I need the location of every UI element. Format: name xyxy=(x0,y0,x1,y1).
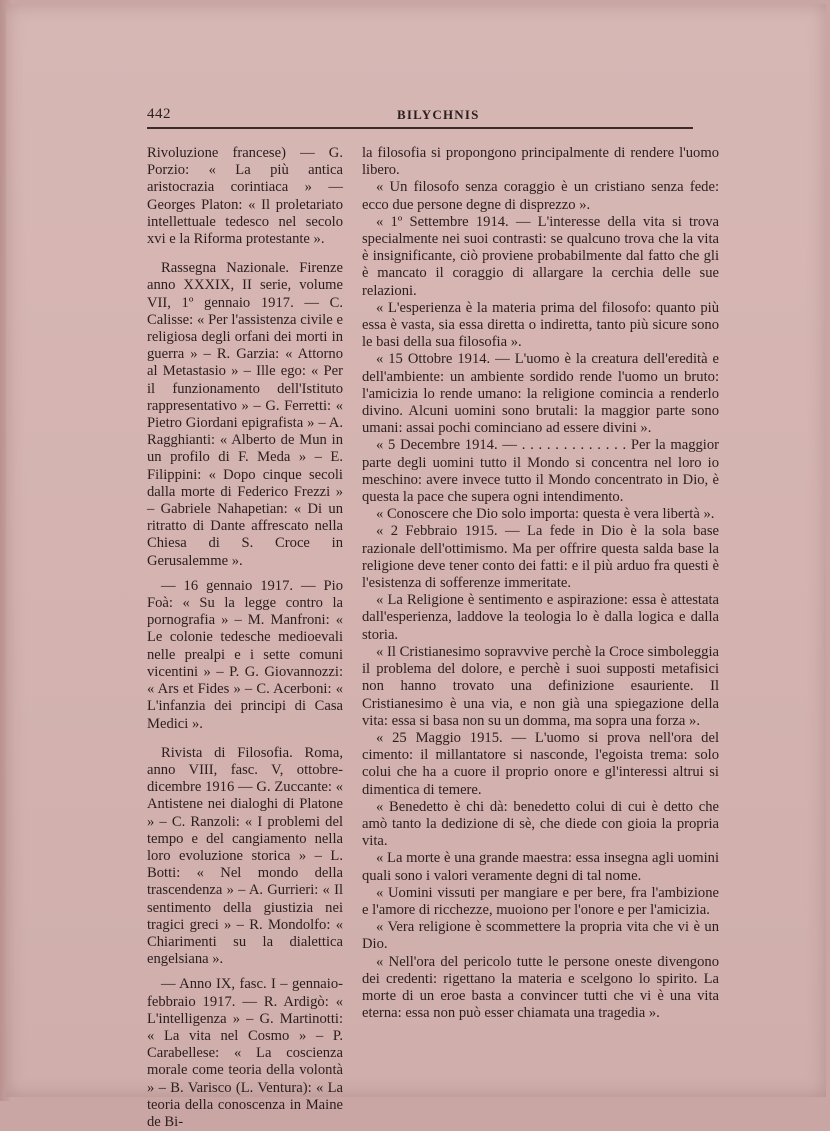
left-column xyxy=(147,145,343,1131)
right-paragraph: « Benedetto è chi dà: benedetto colui di cui è detto che amò tanto la dedizione di sè, che diede con gioia la propria vita. xyxy=(362,798,719,850)
right-paragraph: la filosofia si propongono principalmente di rendere l'uomo libero. xyxy=(362,145,719,179)
right-paragraph: « 15 Ottobre 1914. — L'uomo è la creatura dell'eredità e dell'ambiente: un ambiente sordido rende l'uomo un bruto: l'amicizia lo rende umano: la religione comincia a renderlo divino. Alcuni uomini sono brutali: la maggior parte sono umani: assai pochi cominciano ad essere divini ». xyxy=(362,351,719,437)
right-paragraph: « La morte è una grande maestra: essa insegna agli uomini quali sono i valori veramente degni di tal nome. xyxy=(362,850,719,884)
right-paragraph: « L'esperienza è la materia prima del filosofo: quanto più essa è vasta, sia essa diretta o indiretta, tanto più sicure sono le basi della sua filosofia ». xyxy=(362,299,719,351)
page-number: 442 xyxy=(147,106,171,122)
left-paragraph: Rivista di Filosofia. Roma, anno VIII, fasc. V, ottobre-dicembre 1916 — G. Zuccante: « Antistene nei dialoghi di Platone » – C. Ranzoli: « I problemi del tempo e del cangiamento nella loro evoluzione storica » – L. Botti: « Nel mondo della trascendenza » – A. Gurrieri: « Il sentimento della giustizia nei tragici greci » – R. Mondolfo: « Chiarimenti su la dialettica engelsiana ». xyxy=(147,744,343,968)
left-paragraph: Rivoluzione francese) — G. Porzio: « La più antica aristocrazia corintiaca » — Georges Platon: « Il proletariato intellettuale tedesco nel secolo xvi e la Riforma protestante ». xyxy=(147,145,343,248)
right-paragraph: « La Religione è sentimento e aspirazione: essa è attestata dall'esperienza, laddove la teologia lo è dalla logica e dalla storia. xyxy=(362,592,719,643)
running-title: BILYCHNIS xyxy=(397,107,480,122)
right-paragraph: « 2 Febbraio 1915. — La fede in Dio è la sola base razionale dell'ottimismo. Ma per offrire questa salda base la religione deve tener conto dei fatti: e il più arduo fra questi è l'esistenza di sofferenze immeritate. xyxy=(362,523,719,592)
left-paragraph: — Anno IX, fasc. I – gennaio-febbraio 1917. — R. Ardigò: « L'intelligenza » – G. Martinotti: « La vita nel Cosmo » – P. Carabellese: « La coscienza morale come teoria della volontà » – B. Varisco (L. Ventura): « La teoria della conoscenza in Maine de Bi- xyxy=(147,976,343,1130)
right-paragraph: « 25 Maggio 1915. — L'uomo si prova nell'ora del cimento: il millantatore si nasconde, l'egoista trema: solo colui che ha a cuore il proprio onore e gl'interessi altrui si dimentica di temere. xyxy=(362,729,719,798)
left-paragraph: — 16 gennaio 1917. — Pio Foà: « Su la legge contro la pornografia » – M. Manfroni: « Le colonie tedesche medioevali nelle prealpi e i sette comuni vicentini » – P. G. Giovannozzi: « Ars et Fides » – C. Acerboni: « L'infanzia dei principi di Casa Medici ». xyxy=(147,577,343,732)
right-paragraph: « Vera religione è scommettere la propria vita che vi è un Dio. xyxy=(362,919,719,953)
right-paragraph: « 1º Settembre 1914. — L'interesse della vita si trova specialmente nei suoi contrasti: se qualcuno trova che la vita è insignificante, ciò proviene probabilmente dal fatto che gli è mancato il coraggio di allargare la cerchia delle sue relazioni. xyxy=(362,213,719,299)
right-paragraph: « Conoscere che Dio solo importa: questa è vera libertà ». xyxy=(376,506,715,523)
right-paragraph: « Uomini vissuti per mangiare e per bere, fra l'ambizione e l'amore di ricchezze, muoiono per l'onore e per l'amicizia. xyxy=(362,884,719,918)
right-paragraph: « Il Cristianesimo sopravvive perchè la Croce simboleggia il problema del dolore, e perchè i suoi supposti metafisici non hanno trovato una definizione esauriente. Il Cristianesimo è una via, e non già una spiegazione della vita: essa si basa non su un domma, ma sopra una forza ». xyxy=(362,643,719,729)
right-paragraph: « Nell'ora del pericolo tutte le persone oneste divengono dei credenti: rigettano la materia e scelgono lo spirito. La morte di un eroe basta a convincer tutti che vi è una vita eterna: essa non può esser chiamata una tragedia ». xyxy=(362,953,719,1022)
left-paragraph: Rassegna Nazionale. Firenze anno XXXIX, II serie, volume VII, 1º gennaio 1917. — C. Calisse: « Per l'assistenza civile e religiosa degli orfani dei morti in guerra » – R. Garzia: « Attorno al Metastasio » – Ille ego: « Per il funzionamento dell'Istituto rappresentativo » – G. Ferretti: « Pietro Giordani epigrafista » – A. Ragghianti: « Alberto de Mun in un profilo di F. Meda » – E. Filippini: « Dopo cinque secoli dalla morte di Federico Frezzi » – Gabriele Nahapetian: « Di un ritratto di Dante affrescato nella Chiesa di S. Croce in Gerusalemme ». xyxy=(147,260,343,569)
right-paragraph: « Un filosofo senza coraggio è un cristiano senza fede: ecco due persone degne di disprezzo ». xyxy=(362,179,719,213)
header-rule xyxy=(147,127,693,129)
right-column xyxy=(362,145,719,1022)
right-paragraph: « 5 Decembre 1914. — . . . . . . . . . . . . . Per la maggior parte degli uomini tutto il Mondo si concentra nel loro io meschino: avere invece tutto il Mondo concentrato in Dio, è questa la pace che supera ogni intendimento. xyxy=(362,437,719,506)
page-header xyxy=(147,106,693,128)
